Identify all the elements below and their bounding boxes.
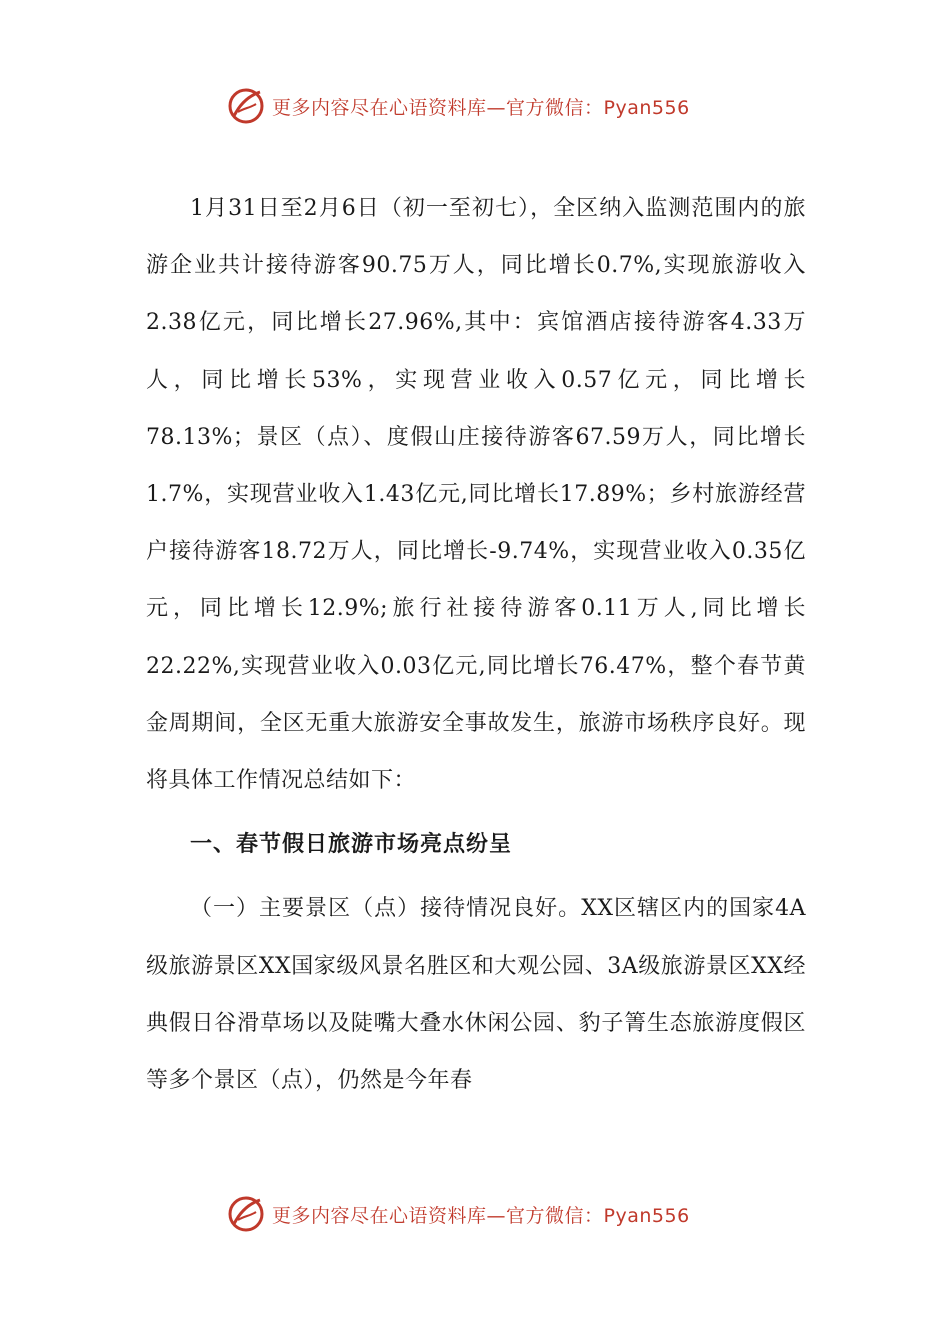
- body-paragraph: （一）主要景区（点）接待情况良好。XX区辖区内的国家4A级旅游景区XX国家级风景名胜区和大观公园、3A级旅游景区XX经典假日谷滑草场以及陡嘴大叠水休闲公园、豹子箐生态旅游度假区等多个景区（点），仍然是今年春: [146, 896, 806, 1094]
- watermark-text: 更多内容尽在心语资料库—官方微信：Pyan556: [272, 1204, 690, 1227]
- body-paragraph: 1月31日至2月6日（初一至初七），全区纳入监测范围内的旅游企业共计接待游客90.75万人，同比增长0.7%,实现旅游收入2.38亿元，同比增长27.96%,其中：宾馆酒店接待游客4.33万人，同比增长53%，实现营业收入0.57亿元，同比增长78.13%；景区（点）、度假山庄接待游客67.59万人，同比增长1.7%，实现营业收入1.43亿元,同比增长17.89%；乡村旅游经营户接待游客18.72万人，同比增长-9.74%，实现营业收入0.35亿元，同比增长12.9%;旅行社接待游客0.11万人,同比增长22.22%,实现营业收入0.03亿元,同比增长76.47%，整个春节黄金周期间，全区无重大旅游安全事故发生，旅游市场秩序良好。现将具体工作情况总结如下：: [146, 196, 806, 794]
- watermark-banner-bottom: [226, 1192, 746, 1236]
- watermark-text: 更多内容尽在心语资料库—官方微信：Pyan556: [272, 96, 690, 119]
- document-body: [146, 180, 806, 1109]
- watermark-banner-top: [226, 84, 746, 128]
- section-heading: 一、春节假日旅游市场亮点纷呈: [190, 832, 513, 858]
- logo-icon: [226, 86, 266, 126]
- logo-icon: [226, 1194, 266, 1234]
